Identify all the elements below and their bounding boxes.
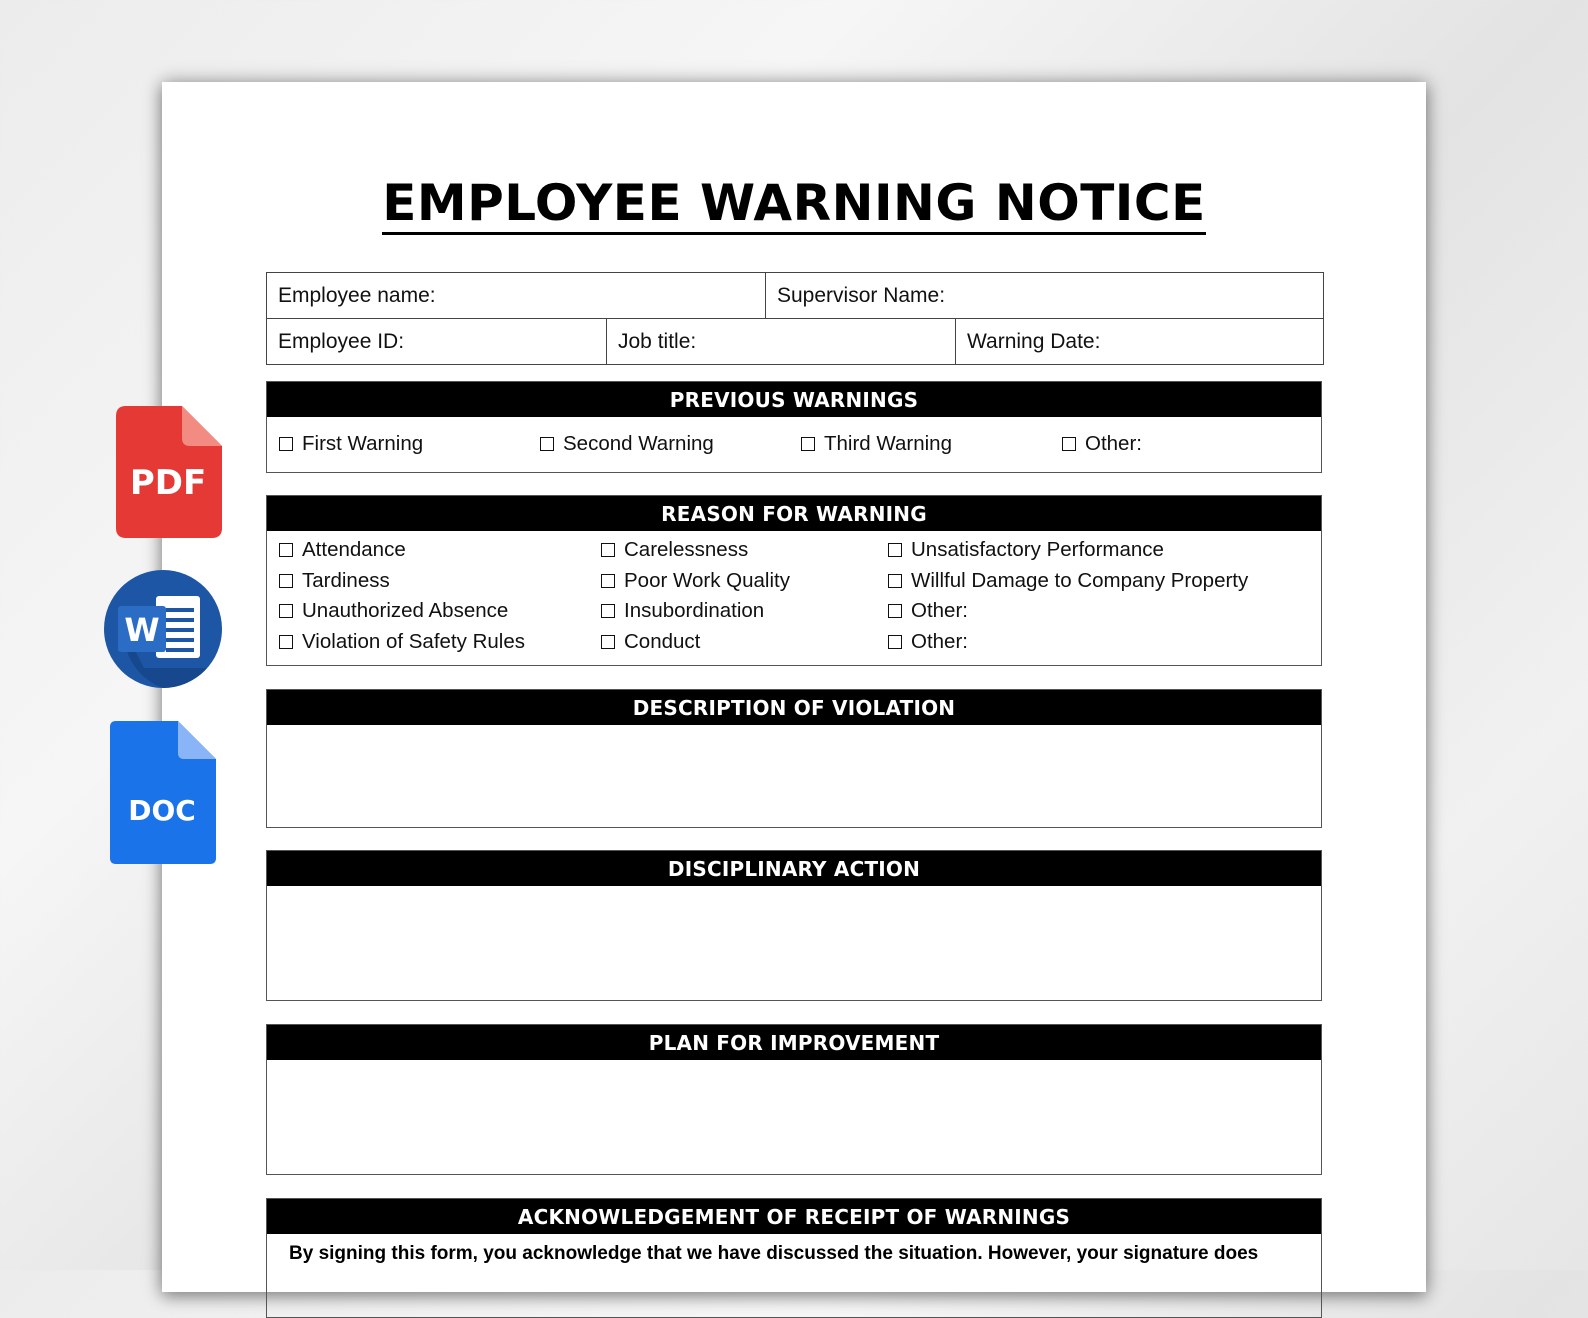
reason-column-2 — [601, 535, 888, 657]
description-heading: DESCRIPTION OF VIOLATION — [267, 690, 1321, 725]
doc-label: DOC — [128, 794, 196, 827]
job-title-field[interactable]: Job title: — [606, 319, 955, 364]
word-icon-line — [166, 608, 194, 612]
info-row-2 — [267, 318, 1323, 364]
doc-file-body — [110, 721, 216, 864]
checkbox-tardiness[interactable]: Tardiness — [279, 566, 601, 597]
checkbox-icon — [888, 635, 902, 649]
acknowledgement-text: By signing this form, you acknowledge that we have discussed the situation. However, your signature does — [289, 1243, 1259, 1264]
checkbox-unsatisfactory-performance[interactable]: Unsatisfactory Performance — [888, 535, 1248, 566]
checkbox-icon — [279, 543, 293, 557]
word-label: W — [124, 611, 160, 649]
checkbox-attendance[interactable]: Attendance — [279, 535, 601, 566]
word-icon-line — [166, 618, 194, 622]
previous-warnings-section — [266, 381, 1322, 473]
supervisor-name-field[interactable]: Supervisor Name: — [765, 273, 1323, 318]
checkbox-other-warning[interactable]: Other: — [1062, 432, 1142, 456]
checkbox-icon — [601, 635, 615, 649]
reason-column-3 — [888, 535, 1248, 657]
acknowledgement-heading: ACKNOWLEDGEMENT OF RECEIPT OF WARNINGS — [267, 1199, 1321, 1234]
document-page — [162, 82, 1426, 1292]
acknowledgement-section — [266, 1198, 1322, 1318]
reason-for-warning-section — [266, 495, 1322, 666]
checkbox-third-warning[interactable]: Third Warning — [801, 432, 1062, 456]
reason-column-1 — [279, 535, 601, 657]
doc-file-icon[interactable] — [110, 721, 216, 864]
checkbox-unauthorized-absence[interactable]: Unauthorized Absence — [279, 596, 601, 627]
pdf-label: PDF — [129, 463, 207, 503]
disciplinary-text-area[interactable] — [267, 886, 1321, 998]
checkbox-icon — [601, 574, 615, 588]
description-text-area[interactable] — [267, 725, 1321, 825]
checkbox-poor-work-quality[interactable]: Poor Work Quality — [601, 566, 888, 597]
reason-heading: REASON FOR WARNING — [267, 496, 1321, 531]
employee-name-field[interactable]: Employee name: — [278, 283, 436, 307]
checkbox-icon — [601, 604, 615, 618]
checkbox-icon — [279, 574, 293, 588]
disciplinary-heading: DISCIPLINARY ACTION — [267, 851, 1321, 886]
checkbox-safety-violation[interactable]: Violation of Safety Rules — [279, 627, 601, 658]
checkbox-insubordination[interactable]: Insubordination — [601, 596, 888, 627]
checkbox-other-reason-2[interactable]: Other: — [888, 627, 1248, 658]
checkbox-icon — [279, 635, 293, 649]
checkbox-conduct[interactable]: Conduct — [601, 627, 888, 658]
checkbox-other-reason-1[interactable]: Other: — [888, 596, 1248, 627]
previous-warnings-heading: PREVIOUS WARNINGS — [267, 382, 1321, 417]
plan-heading: PLAN FOR IMPROVEMENT — [267, 1025, 1321, 1060]
checkbox-icon — [1062, 437, 1076, 451]
pdf-file-fold — [182, 406, 222, 446]
checkbox-carelessness[interactable]: Carelessness — [601, 535, 888, 566]
checkbox-icon — [279, 604, 293, 618]
word-icon-line — [166, 638, 194, 642]
word-icon-line — [166, 648, 194, 652]
checkbox-icon — [888, 543, 902, 557]
employee-info-table — [266, 272, 1324, 365]
checkbox-icon — [801, 437, 815, 451]
checkbox-icon — [888, 574, 902, 588]
checkbox-icon — [279, 437, 293, 451]
checkbox-icon — [540, 437, 554, 451]
checkbox-icon — [601, 543, 615, 557]
plan-for-improvement-section — [266, 1024, 1322, 1175]
checkbox-first-warning[interactable]: First Warning — [279, 432, 540, 456]
warning-date-field[interactable]: Warning Date: — [955, 319, 1323, 364]
checkbox-icon — [888, 604, 902, 618]
disciplinary-action-section — [266, 850, 1322, 1001]
word-app-icon[interactable] — [104, 570, 222, 688]
plan-text-area[interactable] — [267, 1060, 1321, 1172]
reason-options-grid — [267, 531, 1321, 657]
word-icon-line — [166, 628, 194, 632]
document-title: EMPLOYEE WARNING NOTICE — [162, 174, 1426, 232]
pdf-file-icon[interactable] — [116, 406, 222, 538]
employee-id-field[interactable]: Employee ID: — [278, 329, 405, 353]
info-row-1 — [267, 273, 1323, 318]
checkbox-second-warning[interactable]: Second Warning — [540, 432, 801, 456]
doc-file-fold — [178, 721, 216, 759]
previous-warnings-options — [267, 417, 1321, 471]
description-section — [266, 689, 1322, 828]
checkbox-willful-damage[interactable]: Willful Damage to Company Property — [888, 566, 1248, 597]
